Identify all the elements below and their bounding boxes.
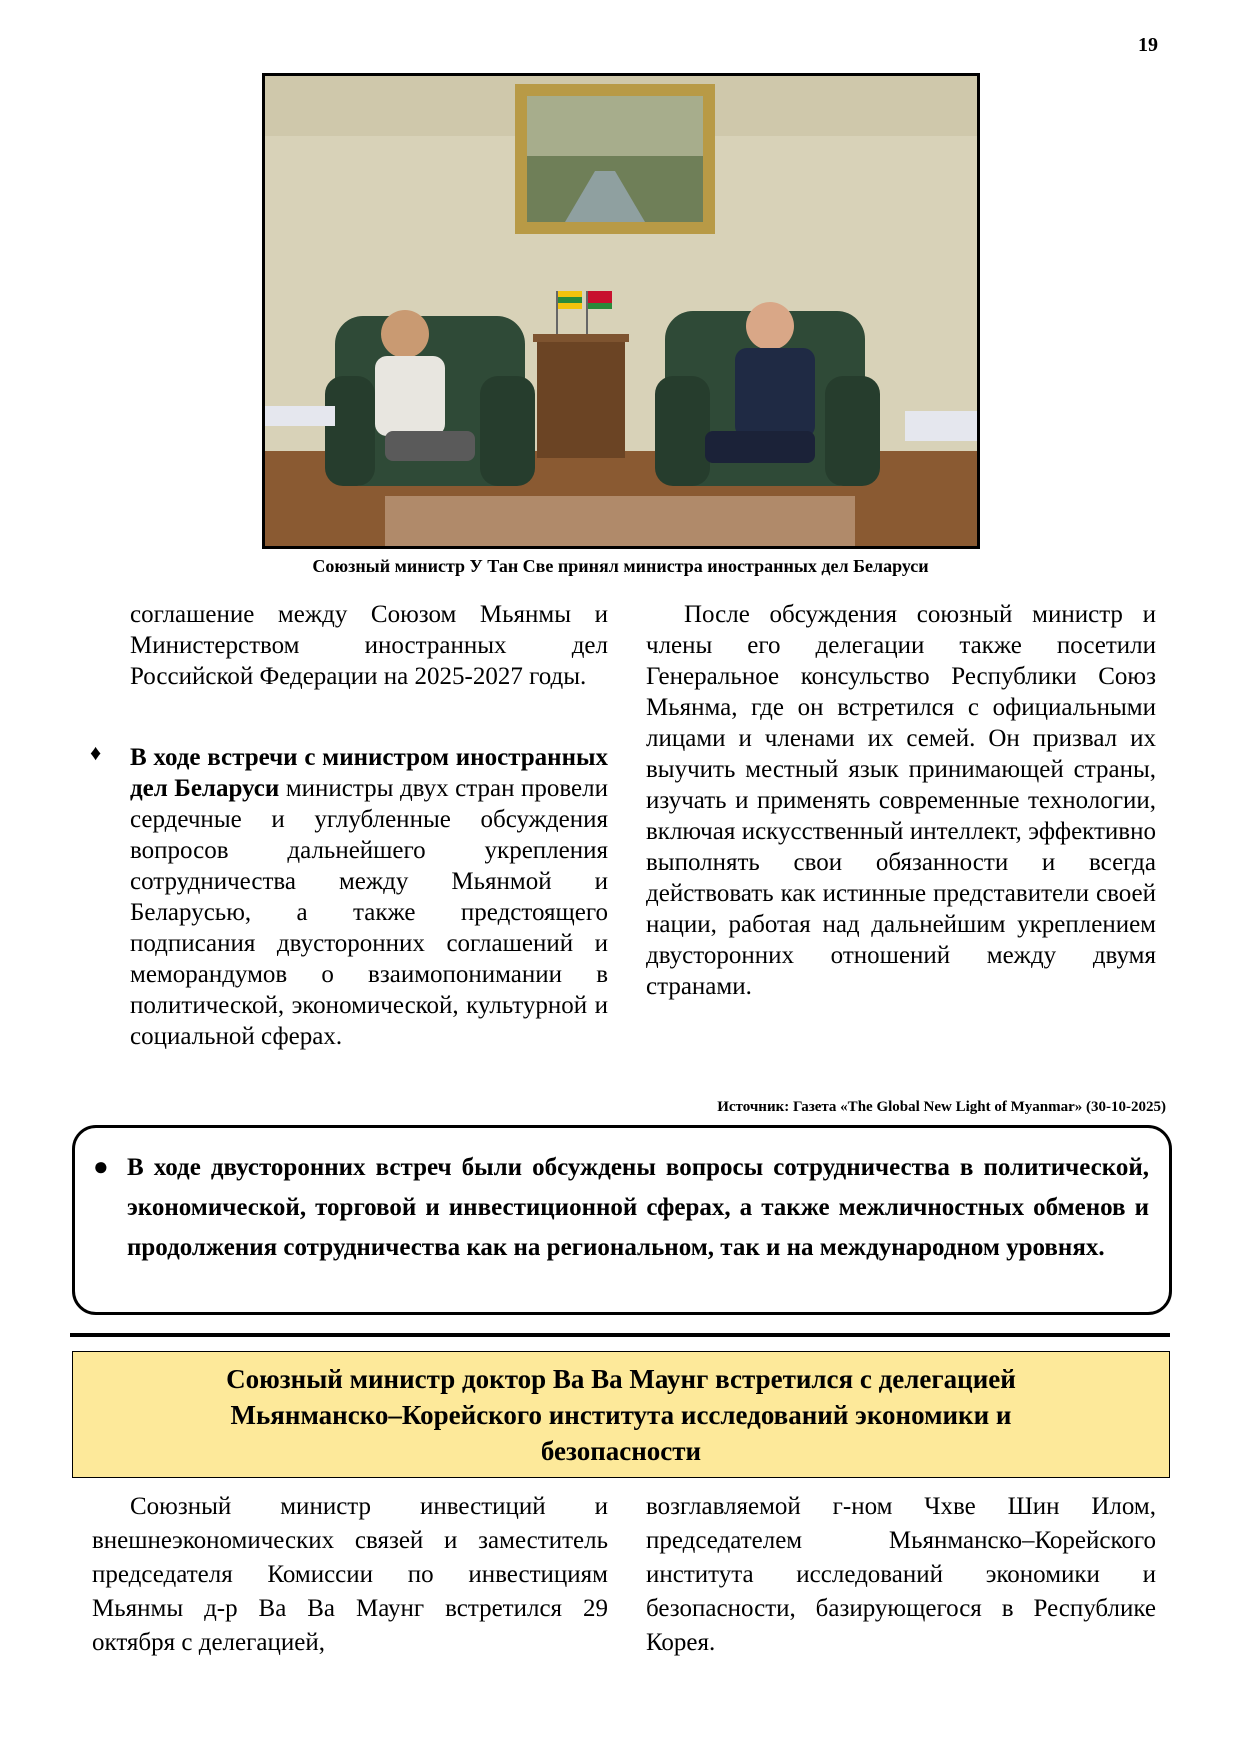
person-right-body (735, 348, 815, 438)
round-bullet-icon: ● (93, 1152, 109, 1181)
armchair-left-arm-right (480, 376, 535, 486)
flag-myanmar-green (558, 297, 582, 303)
flag-belarus-green (588, 303, 612, 309)
photo-caption: Союзный министр У Тан Све принял министра иностранных дел Беларуси (312, 556, 929, 576)
armchair-left-arm (325, 376, 375, 486)
bullet-bold-lead: В ходе встречи с министром иностранных дел Беларуси (130, 744, 608, 802)
headline-line-3: безопасности (540, 1435, 702, 1466)
person-left-head (381, 310, 429, 358)
headline-line-1: Союзный министр доктор Ва Ва Маунг встретился с делегацией (226, 1363, 1016, 1394)
source-note: Источник: Газета «The Global New Light of Myanmar» (30-10-2025) (717, 1099, 1166, 1115)
summary-text: В ходе двусторонних встреч были обсуждены вопросы сотрудничества в политической, экономической, торговой и инвестиционной сферах, а также межличностных обменов и продолжения сотрудничества как на региональном, так и на международном уровнях. (127, 1154, 1149, 1261)
person-right-head (746, 302, 794, 350)
right-top-column (646, 599, 1156, 1002)
left-top-paragraph: соглашение между Союзом Мьянмы и Министерством иностранных дел Российской Федерации на 2025-2027 годы. (130, 601, 608, 690)
bottom-left-paragraph: Союзный министр инвестиций и внешнеэкономических связей и заместитель председателя Комиссии по инвестициям Мьянмы д-р Ва Ва Маунг встретился 29 октября с делегацией, (92, 1493, 608, 1656)
armchair-right-arm (655, 376, 710, 486)
belarus-meeting-bullet (130, 742, 608, 1052)
person-left-legs (385, 431, 475, 461)
right-top-paragraph: После обсуждения союзный министр и члены его делегации также посетили Генеральное консульство Республики Союз Мьянма, где он встретился с официальными лицами и членами их семей. Он призвал их выучить местный язык принимающей страны, изучать и применять современные технологии, включая искусственный интеллект, эффективно выполнять свои обязанности и всегда действовать как истинные представители своей нации, работая над дальнейшим укреплением двусторонних отношений между двумя странами. (646, 601, 1156, 1000)
bottom-left-column (92, 1490, 608, 1660)
armchair-right-arm-right (825, 376, 880, 486)
person-right-legs (705, 431, 815, 463)
side-table-top (533, 334, 629, 342)
side-table (537, 338, 625, 458)
bottom-right-paragraph: возглавляемой г-ном Чхве Шин Илом, председателем Мьянманско–Корейского института исследований экономики и безопасности, базирующегося в Республике Корея. (646, 1493, 1156, 1656)
diamond-bullet-icon: ♦ (90, 740, 102, 765)
painting-sky (527, 96, 703, 156)
meeting-photo-illustration (265, 76, 977, 546)
left-top-column (130, 599, 608, 692)
summary-box (72, 1125, 1172, 1315)
meeting-photo (262, 73, 980, 549)
photo-carpet (385, 496, 855, 546)
section-divider (70, 1333, 1170, 1337)
bullet-body: министры двух стран провели сердечные и углубленные обсуждения вопросов дальнейшего укрепления сотрудничества между Мьянмой и Беларусью, а также предстоящего подписания двусторонних соглашений и меморандумов о взаимопонимании в политической, экономической, культурной и социальной сферах. (130, 775, 608, 1050)
bottom-right-column (646, 1490, 1156, 1660)
papers-right (905, 411, 977, 441)
papers-left (265, 406, 335, 426)
headline-line-2: Мьянманско–Корейского института исследований экономики и (230, 1399, 1012, 1430)
page-number: 19 (1138, 34, 1158, 56)
person-left-body (375, 356, 445, 436)
article-headline (72, 1351, 1170, 1478)
